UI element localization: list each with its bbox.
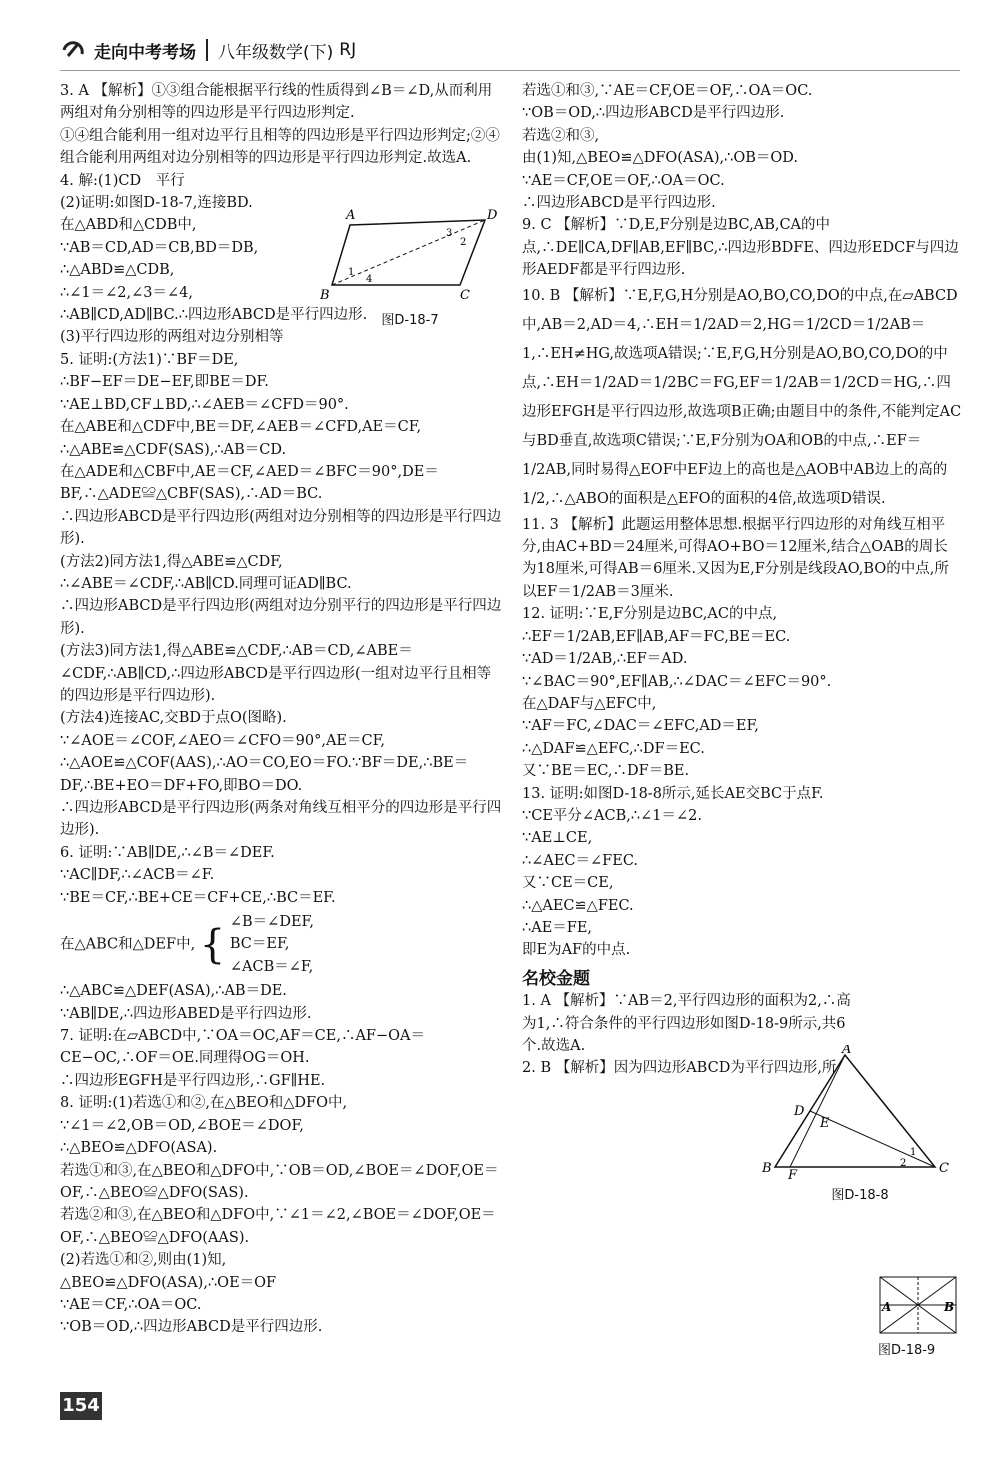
right-para: ∵AE＝CF,OE＝OF,∴OA＝OC. xyxy=(522,172,725,189)
right-para: ∴△DAF≌△EFC,∴DF＝EC. xyxy=(522,740,705,757)
left-para: △BEO≌△DFO(ASA),∴OE＝OF xyxy=(60,1274,277,1291)
right-para: ∵∠BAC＝90°,EF∥AB,∴∠DAC＝∠EFC＝90°. xyxy=(522,673,832,690)
right-para: ∵CE平分∠ACB,∴∠1＝∠2. xyxy=(522,807,702,824)
left-para: ∵BE＝CF,∴BE+CE＝CF+CE,∴BC＝EF. xyxy=(60,889,336,906)
left-para: ∴△ABD≌△CDB, xyxy=(60,262,175,279)
right-para: ∴四边形ABCD是平行四边形. xyxy=(522,195,716,212)
left-para: ∴四边形ABCD是平行四边形(两组对边分别平行的四边形是平行四边形). xyxy=(60,598,502,637)
left-para: 4. 解:(1)CD 平行 xyxy=(60,172,185,189)
left-para: ∴△ABE≌△CDF(SAS),∴AB＝CD. xyxy=(60,441,287,458)
figure-caption: 图D-18-9 xyxy=(878,1343,936,1358)
system-line: ∠ACB＝∠F, xyxy=(229,958,314,975)
edition-label: RJ xyxy=(339,40,357,60)
right-para: 2. B 【解析】因为四边形ABCD为平行四边形,所 xyxy=(522,1060,837,1077)
right-para: 即E为AF的中点. xyxy=(522,942,631,959)
q4-text xyxy=(60,170,315,304)
svg-text:A: A xyxy=(882,1300,892,1314)
svg-text:B: B xyxy=(944,1300,955,1314)
left-para: ∵OB＝OD,∴四边形ABCD是平行四边形. xyxy=(60,1319,323,1336)
left-para: (方法3)同方法1,得△ABE≌△CDF,∴AB＝CD,∠ABE＝∠CDF,∴AB∥CD,∴四边形ABCD是平行四边形(一组对边平行且相等的四边形是平行四边形). xyxy=(60,643,492,704)
left-para: 在△ABD和△CDB中, xyxy=(60,217,197,234)
right-para: ∵AE⊥CE, xyxy=(522,830,593,847)
brand-title: 走向中考考场 xyxy=(94,42,196,63)
figure-d-18-9 xyxy=(878,1275,963,1375)
left-para: ∴四边形ABCD是平行四边形(两条对角线互相平分的四边形是平行四边形). xyxy=(60,800,502,839)
svg-text:1: 1 xyxy=(348,267,355,278)
svg-text:1: 1 xyxy=(910,1147,917,1158)
left-para: 7. 证明:在▱ABCD中,∵OA＝OC,AF＝CE,∴AF−OA＝CE−OC,∴OF＝OE.同理得OG＝OH. xyxy=(60,1028,425,1067)
right-para: 又∵BE＝EC,∴DF＝BE. xyxy=(522,763,690,780)
system-line: ∠B＝∠DEF, xyxy=(229,914,314,931)
right-para: ∵OB＝OD,∴四边形ABCD是平行四边形. xyxy=(522,105,785,122)
svg-text:C: C xyxy=(939,1161,949,1176)
right-para: ∴△AEC≌△FEC. xyxy=(522,897,634,914)
left-para: ∵∠AOE＝∠COF,∠AEO＝∠CFO＝90°,AE＝CF, xyxy=(60,732,386,749)
right-para: ∵AD＝1/2AB,∴EF＝AD. xyxy=(522,651,688,668)
svg-text:D: D xyxy=(487,208,498,223)
left-para: (方法4)连接AC,交BD于点O(图略). xyxy=(60,710,287,727)
svg-text:E: E xyxy=(820,1116,830,1131)
right-column xyxy=(522,80,962,1080)
left-para: ∴△ABC≌△DEF(ASA),∴AB＝DE. xyxy=(60,983,287,1000)
page-header xyxy=(60,32,356,68)
left-para: ∴∠1＝∠2,∠3＝∠4, xyxy=(60,284,193,301)
left-para: 5. 证明:(方法1)∵BF＝DE, xyxy=(60,351,239,368)
svg-text:D: D xyxy=(794,1104,805,1119)
system-line: BC＝EF, xyxy=(229,936,290,953)
svg-text:4: 4 xyxy=(366,274,373,285)
left-para: 3. A 【解析】①③组合能根据平行线的性质得到∠B＝∠D,从而利用两组对角分别相等的四边形是平行四边形判定. xyxy=(60,83,493,122)
right-para: ∴AE＝FE, xyxy=(522,919,593,936)
left-para: ∵AB∥DE,∴四边形ABED是平行四边形. xyxy=(60,1005,312,1022)
figure-caption: 图D-18-7 xyxy=(381,313,439,328)
left-para: 8. 证明:(1)若选①和②,在△BEO和△DFO中, xyxy=(60,1095,348,1112)
equation-system xyxy=(60,911,505,978)
right-para: 13. 证明:如图D-18-8所示,延长AE交BC于点F. xyxy=(522,785,824,802)
right-para: 1. A 【解析】∵AB＝2,平行四边形的面积为2,∴高为1,∴符合条件的平行四边形如图D-18-9所示,共6个.故选A. xyxy=(522,993,851,1054)
right-para: 11. 3 【解析】此题运用整体思想.根据平行四边形的对角线互相平分,由AC+BD＝24厘米,可得AO+BO＝12厘米,结合△OAB的周长为18厘米,可得AB＝6厘米.又因为E,F分别是线段AO,BO的中点,所以EF＝1/2AB＝3厘米. xyxy=(522,516,949,600)
left-para: ∴BF−EF＝DE−EF,即BE＝DF. xyxy=(60,374,269,391)
left-para: ∵AE＝CF,∴OA＝OC. xyxy=(60,1296,202,1313)
system-prefix: 在△ABC和△DEF中, xyxy=(60,936,196,953)
parallelogram-diagram xyxy=(320,205,500,305)
logo-icon xyxy=(60,38,88,62)
svg-text:2: 2 xyxy=(900,1158,907,1169)
left-para: ∴∠ABE＝∠CDF,∴AB∥CD.同理可证AD∥BC. xyxy=(60,575,352,592)
figure-caption: 图D-18-8 xyxy=(831,1188,889,1203)
figure-d-18-7 xyxy=(320,205,500,328)
left-para: 在△ADE和△CBF中,AE＝CF,∠AED＝∠BFC＝90°,DE＝BF,∴△ADE≌△CBF(SAS),∴AD＝BC. xyxy=(60,463,439,503)
left-para: ∴四边形ABCD是平行四边形(两组对边分别相等的四边形是平行四边形). xyxy=(60,508,502,548)
svg-text:A: A xyxy=(842,1045,852,1057)
left-para: (2)若选①和②,则由(1)知, xyxy=(60,1252,227,1269)
grid-diagram xyxy=(878,1275,958,1335)
left-para: ∵∠1＝∠2,OB＝OD,∠BOE＝∠DOF, xyxy=(60,1117,304,1134)
left-para: ①④组合能利用一组对边平行且相等的四边形是平行四边形判定;②④组合能利用两组对边分别相等的四边形是平行四边形判定.故选A. xyxy=(60,127,500,167)
section-title: 名校金题 xyxy=(522,968,590,989)
right-para: 在△DAF与△EFC中, xyxy=(522,695,657,712)
right-para: 12. 证明:∵E,F分别是边BC,AC的中点, xyxy=(522,606,778,623)
left-para: 若选②和③,在△BEO和△DFO中,∵∠1＝∠2,∠BOE＝∠DOF,OE＝OF,∴△BEO≌△DFO(AAS). xyxy=(60,1207,496,1246)
page-number: 154 xyxy=(60,1392,102,1420)
svg-text:3: 3 xyxy=(446,228,453,239)
left-para: ∴△BEO≌△DFO(ASA). xyxy=(60,1140,218,1157)
left-para: ∵AC∥DF,∴∠ACB＝∠F. xyxy=(60,867,215,884)
right-para: 9. C 【解析】∵D,E,F分别是边BC,AB,CA的中点,∴DE∥CA,DF∥AB,EF∥BC,∴四边形BDFE、四边形EDCF与四边形AEDF都是平行四边形. xyxy=(522,217,959,279)
system-lines xyxy=(230,911,314,978)
left-para: ∴四边形EGFH是平行四边形,∴GF∥HE. xyxy=(60,1072,326,1089)
left-para: ∴△AOE≌△COF(AAS),∴AO＝CO,EO＝FO.∵BF＝DE,∴BE＝DF,∴BE+EO＝DF+FO,即BO＝DO. xyxy=(60,755,469,794)
svg-text:A: A xyxy=(346,208,356,223)
right-para: ∵AF＝FC,∠DAC＝∠EFC,AD＝EF, xyxy=(522,718,759,735)
svg-text:F: F xyxy=(788,1168,798,1180)
left-para: 若选①和③,在△BEO和△DFO中,∵OB＝OD,∠BOE＝∠DOF,OE＝OF,∴△BEO≌△DFO(SAS). xyxy=(60,1162,499,1201)
right-para: 由(1)知,△BEO≌△DFO(ASA),∴OB＝OD. xyxy=(522,150,798,167)
left-para: ∵AB＝CD,AD＝CB,BD＝DB, xyxy=(60,239,259,256)
svg-text:B: B xyxy=(762,1161,772,1176)
figure-d-18-8 xyxy=(760,1045,960,1205)
svg-text:2: 2 xyxy=(460,237,467,248)
left-para: 在△ABE和△CDF中,BE＝DF,∠AEB＝∠CFD,AE＝CF, xyxy=(60,419,422,436)
left-para: (3)平行四边形的两组对边分别相等 xyxy=(60,329,284,346)
left-para: (2)证明:如图D-18-7,连接BD. xyxy=(60,195,253,212)
right-para: 又∵CE＝CE, xyxy=(522,875,614,892)
right-para: 10. B 【解析】∵E,F,G,H分别是AO,BO,CO,DO的中点,在▱ABCD中,AB＝2,AD＝4,∴EH＝1/2AD＝2,HG＝1/2CD＝1/2AB＝1,∴EH≠HG,故选项A错误;∵E,F,G,H分别是AO,BO,CO,DO的中点,∴EH＝1/2AD＝1/2BC＝FG,EF＝1/2AB＝1/2CD＝HG,∴四边形EFGH是平行四边形,故选项B正确;由题目中的条件,不能判定AC与BD垂直,故选项C错误;∵E,F分别为OA和OB的中点,∴EF＝1/2AB,同时易得△EOF中EF边上的高也是△AOB中AB边上的高的1/2,∴△ABO的面积是△EFO的面积的4倍,故选项D错误. xyxy=(522,287,962,507)
triangle-diagram xyxy=(760,1045,960,1180)
left-para: ∵AE⊥BD,CF⊥BD,∴∠AEB＝∠CFD＝90°. xyxy=(60,396,349,413)
right-para: 若选①和③,∵AE＝CF,OE＝OF,∴OA＝OC. xyxy=(522,83,813,99)
brace-symbol: { xyxy=(199,921,226,968)
left-para: (方法2)同方法1,得△ABE≌△CDF, xyxy=(60,553,283,570)
right-para: ∴∠AEC＝∠FEC. xyxy=(522,852,639,869)
header-rule xyxy=(60,70,960,71)
svg-text:B: B xyxy=(320,288,330,303)
subject-title: 八年级数学(下) xyxy=(218,42,334,63)
right-para: ∴EF＝1/2AB,EF∥AB,AF＝FC,BE＝EC. xyxy=(522,628,791,645)
right-para: 若选②和③, xyxy=(522,127,600,144)
header-divider xyxy=(206,39,208,61)
left-para: 6. 证明:∵AB∥DE,∴∠B＝∠DEF. xyxy=(60,844,275,861)
svg-text:C: C xyxy=(460,288,470,303)
left-para: ∴AB∥CD,AD∥BC.∴四边形ABCD是平行四边形. xyxy=(60,307,368,324)
